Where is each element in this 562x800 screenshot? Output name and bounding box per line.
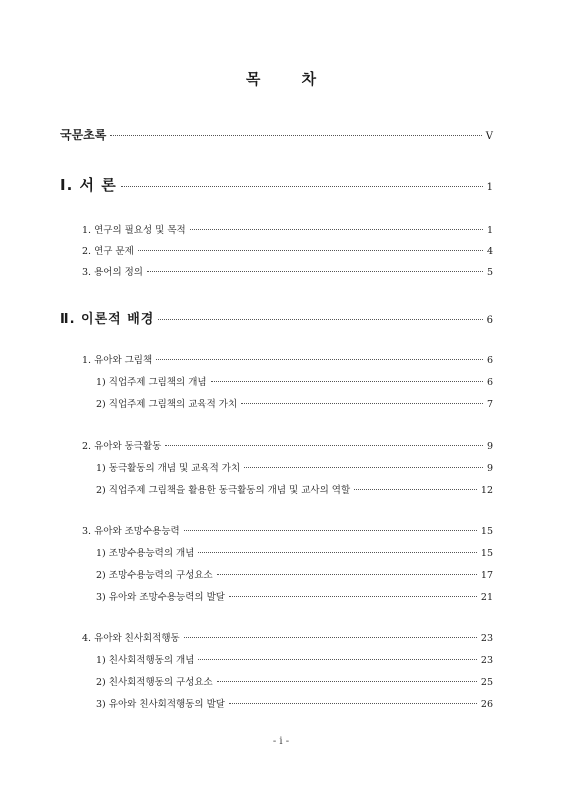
toc-subitem[interactable] [96,589,493,603]
toc-subitem[interactable] [96,674,493,688]
toc-item[interactable] [82,523,493,537]
toc-subitem[interactable] [96,567,493,581]
toc-subitem-page: 9 [486,463,493,474]
toc-subitem-page: 23 [480,655,493,666]
leader-dots [198,659,477,660]
leader-dots [184,637,477,638]
toc-chapter-label: Ⅱ. 이론적 배경 [60,312,155,327]
toc-item-label: 1. 유아와 그림책 [82,355,153,366]
leader-dots [229,596,477,597]
toc-chapter-2[interactable] [60,308,493,327]
toc-item-label: 1. 연구의 필요성 및 목적 [82,225,186,236]
leader-dots [354,489,477,490]
toc-chapter-1[interactable] [60,174,493,195]
toc-item-page: 9 [486,441,493,452]
leader-dots [165,445,483,446]
leader-dots [229,703,477,704]
toc-item[interactable] [82,630,493,644]
toc-subitem-label: 2) 직업주제 그림책의 교육적 가치 [96,399,238,410]
leader-dots [217,574,477,575]
toc-subitem[interactable] [96,482,493,496]
toc-subitem-label: 2) 조망수용능력의 구성요소 [96,570,213,581]
toc-subitem[interactable] [96,460,493,474]
toc-item-page: 6 [486,355,493,366]
leader-dots [211,381,483,382]
toc-item-page: 5 [486,267,493,278]
leader-dots [110,135,481,136]
toc-subitem-label: 2) 친사회적행동의 구성요소 [96,677,213,688]
toc-subitem[interactable] [96,696,493,710]
leader-dots [121,186,483,187]
toc-subitem-page: 21 [480,592,493,603]
toc-subitem-label: 1) 친사회적행동의 개념 [96,655,195,666]
toc-subitem-page: 6 [486,377,493,388]
toc-item-label: 2. 유아와 동극활동 [82,441,162,452]
toc-subitem-label: 3) 유아와 친사회적행동의 발달 [96,699,225,710]
page-title: 목 차 [245,70,335,88]
toc-subitem-label: 3) 유아와 조망수용능력의 발달 [96,592,225,603]
leader-dots [198,552,477,553]
toc-entry-abstract[interactable] [60,126,493,143]
toc-item[interactable] [82,222,493,236]
toc-item-page: 23 [480,633,493,644]
leader-dots [138,250,483,251]
toc-subitem-page: 7 [486,399,493,410]
toc-item[interactable] [82,264,493,278]
toc-subitem-label: 1) 조망수용능력의 개념 [96,548,195,559]
toc-item-page: 15 [480,526,493,537]
toc-entry-page: Ⅴ [485,131,493,142]
leader-dots [217,681,477,682]
toc-subitem-label: 1) 직업주제 그림책의 개념 [96,377,207,388]
leader-dots [158,319,482,320]
toc-item-label: 3. 용어의 정의 [82,267,143,278]
leader-dots [156,359,483,360]
toc-entry-label: 국문초록 [60,128,107,142]
toc-item[interactable] [82,438,493,452]
toc-item-label: 2. 연구 문제 [82,246,134,257]
toc-item-page: 4 [486,246,493,257]
toc-subitem-label: 2) 직업주제 그림책을 활용한 동극활동의 개념 및 교사의 역할 [96,485,351,496]
leader-dots [244,467,483,468]
leader-dots [147,271,483,272]
toc-subitem-page: 15 [480,548,493,559]
toc-chapter-page: 6 [486,315,493,326]
toc-item[interactable] [82,352,493,366]
leader-dots [190,229,483,230]
toc-item[interactable] [82,243,493,257]
toc-subitem-page: 26 [480,699,493,710]
toc-subitem-page: 17 [480,570,493,581]
toc-item-label: 3. 유아와 조망수용능력 [82,526,180,537]
toc-subitem-label: 1) 동극활동의 개념 및 교육적 가치 [96,463,241,474]
toc-item-page: 1 [486,225,493,236]
leader-dots [184,530,477,531]
toc-subitem-page: 25 [480,677,493,688]
toc-subitem[interactable] [96,396,493,410]
toc-subitem[interactable] [96,652,493,666]
toc-subitem[interactable] [96,374,493,388]
toc-chapter-label: Ⅰ. 서 론 [60,176,117,194]
toc-chapter-page: 1 [486,182,493,193]
toc-subitem-page: 12 [480,485,493,496]
toc-item-label: 4. 유아와 친사회적행동 [82,633,180,644]
leader-dots [241,403,483,404]
toc-subitem[interactable] [96,545,493,559]
page-number-footer: - i - [272,736,290,747]
